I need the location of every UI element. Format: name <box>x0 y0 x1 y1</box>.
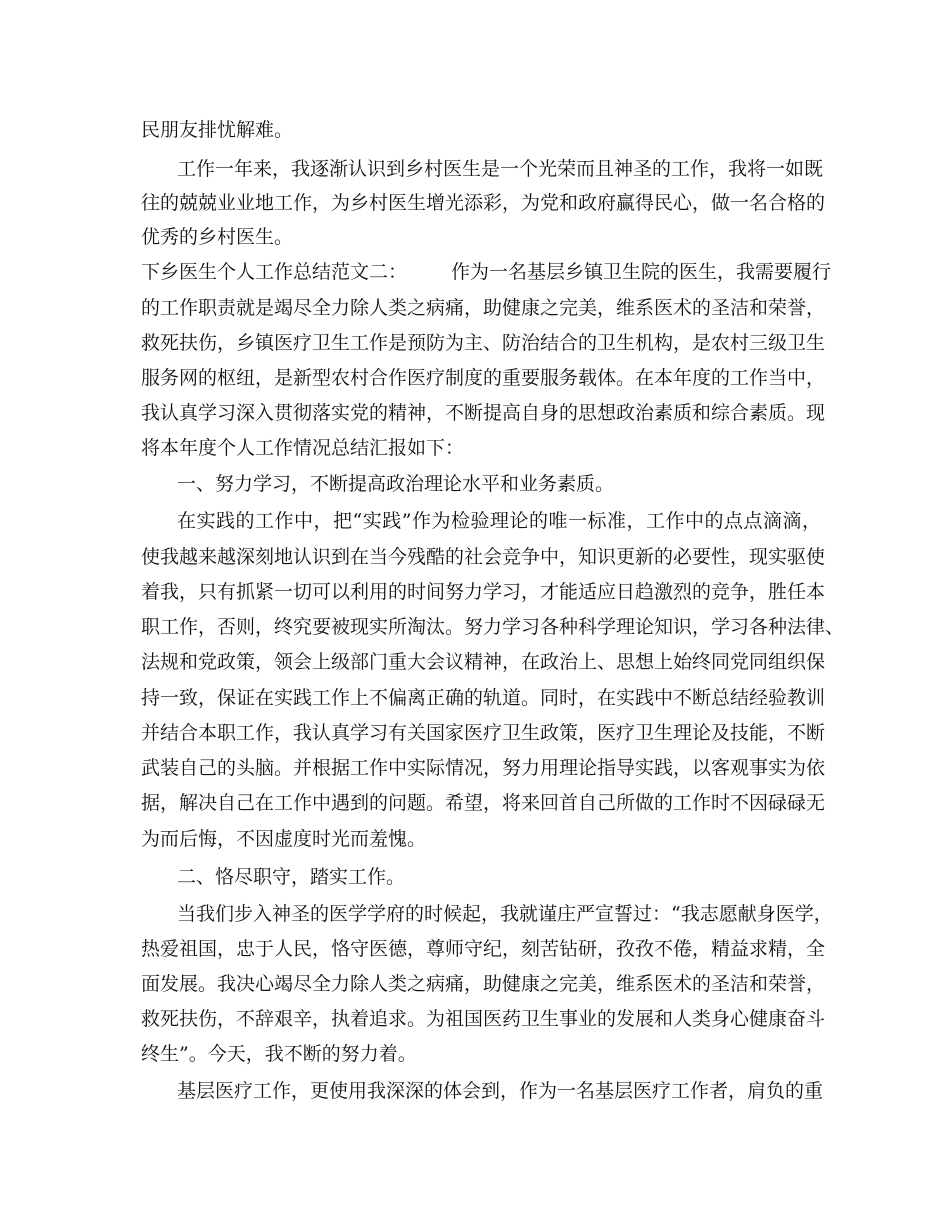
text-line: 职工作，否则，终究要被现实所淘汰。努力学习各种科学理论知识，学习各种法律、 <box>141 616 845 638</box>
text-line: 往的兢兢业业地工作，为乡村医生增光添彩，为党和政府赢得民心，做一名合格的 <box>141 192 826 214</box>
text-line: 热爱祖国，忠于人民，恪守医德，尊师守纪，刻苦钻研，孜孜不倦，精益求精，全 <box>141 938 826 960</box>
text-line: 面发展。我决心竭尽全力除人类之病痛，助健康之完美，维系医术的圣洁和荣誉， <box>141 973 826 995</box>
section-heading: 下乡医生个人工作总结范文二： <box>141 261 408 283</box>
text-line: 使我越来越深刻地认识到在当今残酷的社会竞争中，知识更新的必要性，现实驱使 <box>141 546 826 568</box>
text-line: 据，解决自己在工作中遇到的问题。希望，将来回首自己所做的工作时不因碌碌无 <box>141 792 826 814</box>
text-line: 在实践的工作中，把“实践”作为检验理论的唯一标准，工作中的点点滴滴， <box>177 510 821 532</box>
text-line: 着我，只有抓紧一切可以利用的时间努力学习，才能适应日趋激烈的竞争，胜任本 <box>141 581 826 603</box>
subheading: 一、努力学习，不断提高政治理论水平和业务素质。 <box>177 473 615 495</box>
text-line: 将本年度个人工作情况总结汇报如下： <box>141 437 465 459</box>
text-line: 救死扶伤，不辞艰辛，执着追求。为祖国医药卫生事业的发展和人类身心健康奋斗 <box>141 1008 826 1030</box>
text-line: 终生”。今天，我不断的努力着。 <box>141 1043 417 1065</box>
text-line: 服务网的枢纽，是新型农村合作医疗制度的重要服务载体。在本年度的工作当中， <box>141 367 826 389</box>
text-line: 法规和党政策，领会上级部门重大会议精神，在政治上、思想上始终同党同组织保 <box>141 651 826 673</box>
section-heading-line <box>141 260 832 284</box>
text-line: 武装自己的头脑。并根据工作中实际情况，努力用理论指导实践，以客观事实为依 <box>141 757 826 779</box>
text-line: 我认真学习深入贯彻落实党的精神，不断提高自身的思想政治素质和综合素质。现 <box>141 402 826 424</box>
subheading: 二、恪尽职守，踏实工作。 <box>177 866 406 888</box>
text-line: 并结合本职工作，我认真学习有关国家医疗卫生政策，医疗卫生理论及技能，不断 <box>141 722 826 744</box>
text-line: 持一致，保证在实践工作上不偏离正确的轨道。同时，在实践中不断总结经验教训 <box>141 687 826 709</box>
text-line: 为而后悔，不因虚度时光而羞愧。 <box>141 828 427 850</box>
text-line: 工作一年来，我逐渐认识到乡村医生是一个光荣而且神圣的工作，我将一如既 <box>177 158 824 180</box>
text-line: 民朋友排忧解难。 <box>141 119 294 141</box>
text-line: 优秀的乡村医生。 <box>141 226 294 248</box>
text-line: 的工作职责就是竭尽全力除人类之病痛，助健康之完美，维系医术的圣洁和荣誉， <box>141 297 826 319</box>
text-line: 基层医疗工作，更使用我深深的体会到，作为一名基层医疗工作者，肩负的重 <box>177 1080 824 1102</box>
text-line: 当我们步入神圣的医学学府的时候起，我就谨庄严宣誓过：“我志愿献身医学， <box>177 903 833 925</box>
text-line: 救死扶伤，乡镇医疗卫生工作是预防为主、防治结合的卫生机构，是农村三级卫生 <box>141 332 826 354</box>
text-line: 作为一名基层乡镇卫生院的医生，我需要履行 <box>451 261 832 283</box>
